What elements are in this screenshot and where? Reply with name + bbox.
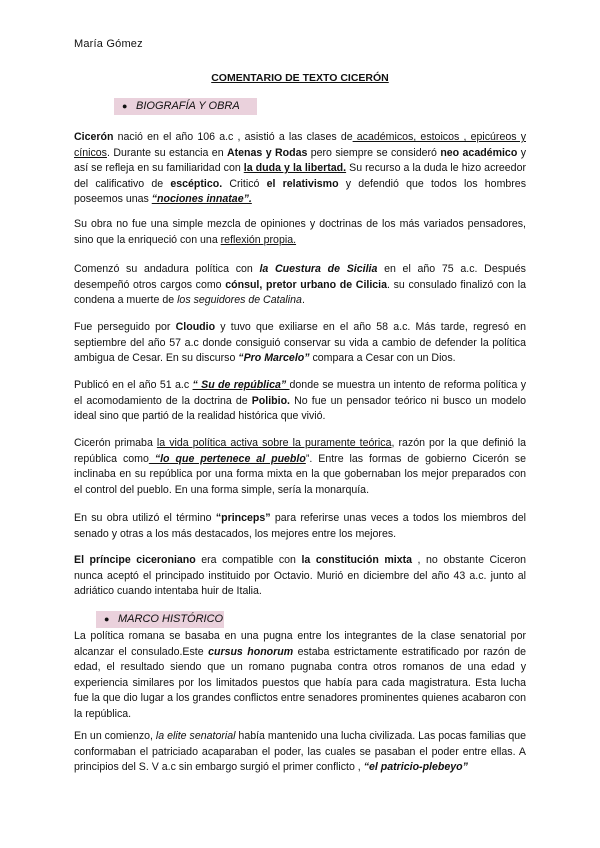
text-run: En su obra utilizó el término bbox=[74, 512, 216, 524]
text-run: Atenas y Rodas bbox=[226, 146, 308, 159]
paragraph-8 bbox=[74, 553, 526, 600]
text-run: En un comienzo, bbox=[74, 730, 156, 742]
paragraph-3 bbox=[74, 262, 526, 309]
bullet-icon: ● bbox=[122, 101, 128, 111]
text-run: la duda y la libertad. bbox=[243, 162, 347, 174]
text-run: en el año 75 a.c. Después desempeñó otros cargos como bbox=[74, 263, 526, 291]
text-run: escéptico. bbox=[170, 177, 223, 190]
text-run: la vida política activa sobre la puramente teórica bbox=[156, 437, 392, 449]
text-run: académicos, estoicos , epicúreos y cínicos bbox=[74, 131, 526, 159]
text-run: , no obstante Ciceron nunca aceptó el principado instituido por Octavio. Murió en diciembre del año 43 a.c. junto al adriático cuando intentaba huir de Italia. bbox=[74, 554, 526, 597]
paragraph-4 bbox=[74, 320, 526, 367]
text-run: Publicó en el año 51 a.c bbox=[74, 379, 193, 391]
text-run: . su consulado finalizó con la condena a muerte de bbox=[74, 278, 527, 306]
paragraph-1 bbox=[74, 130, 526, 208]
text-run: . Durante su estancia en bbox=[106, 146, 227, 159]
paragraph-10 bbox=[74, 729, 526, 776]
paragraph-9 bbox=[74, 629, 526, 722]
text-run: y tuvo que exiliarse en el año 58 a.c. Más tarde, regresó en septiembre del año 57 a.c donde consiguió conservar su vida a cambio de defender la política ambigua de Cesar. En su discurso bbox=[74, 321, 526, 364]
bullet-icon: ● bbox=[104, 614, 110, 624]
text-run: Fue perseguido por bbox=[74, 321, 176, 333]
text-run: donde se muestra un intento de reforma política y el acomodamiento de la doctrina de bbox=[74, 379, 526, 407]
section-heading-label: MARCO HISTÓRICO bbox=[118, 613, 224, 625]
section-heading-biography bbox=[114, 98, 257, 115]
text-run: “princeps” bbox=[215, 512, 271, 524]
text-run: . bbox=[301, 294, 305, 306]
text-run: y así se refleja en su familiaridad con bbox=[74, 146, 526, 174]
text-run: era compatible con bbox=[195, 554, 302, 566]
text-run: “nociones innatae”. bbox=[151, 193, 252, 205]
section-heading-label: BIOGRAFÍA Y OBRA bbox=[136, 100, 240, 112]
text-run: cursus honorum bbox=[208, 645, 294, 658]
text-run: cónsul, pretor urbano de Cilicia bbox=[225, 278, 388, 291]
text-run: Polibio. bbox=[251, 394, 290, 407]
text-run: la constitución mixta bbox=[301, 554, 413, 566]
text-run: la elite senatorial bbox=[155, 730, 236, 742]
text-run: Criticó bbox=[222, 177, 267, 190]
document-title-text: COMENTARIO DE TEXTO CICERÓN bbox=[211, 72, 389, 84]
paragraph-5 bbox=[74, 378, 526, 425]
text-run: Comenzó su andadura política con bbox=[74, 263, 260, 275]
paragraph-6 bbox=[74, 436, 526, 498]
text-run: Su recurso a la duda le hizo acreedor del calificativo de bbox=[74, 162, 526, 190]
text-run: Cicerón bbox=[74, 131, 114, 143]
text-run: , razón por la que definió la república como bbox=[74, 437, 526, 465]
text-run: “lo que pertenece al pueblo bbox=[148, 452, 306, 465]
text-run: No fue un pensador teórico ni busco un modelo ideal sino que partió de la realidad histórica que vivió. bbox=[74, 394, 526, 422]
text-run: Su obra no fue una simple mezcla de opiniones y doctrinas de los más variados pensadores, sino que la enriqueció con una bbox=[74, 218, 526, 246]
text-run: neo académico bbox=[440, 146, 518, 159]
text-run: ”. Entre las formas de gobierno Cicerón se inclinaba en su república por una forma mixta en la que gobernaban los mejor preparados con el control del pueblo. En una forma simple, sería la monarquía. bbox=[74, 452, 526, 496]
text-run: La política romana se basaba en una pugna entre los integrantes de la clase senatorial por alcanzar el consulado.Este bbox=[74, 630, 526, 658]
paragraph-7 bbox=[74, 511, 526, 542]
section-heading-historic bbox=[96, 611, 224, 628]
text-run: Cicerón primaba bbox=[74, 437, 157, 449]
text-run: “el patricio-plebeyo” bbox=[363, 761, 468, 773]
text-run: la Cuestura de Sicilia bbox=[259, 263, 378, 275]
text-run: compara a Cesar con un Dios. bbox=[309, 352, 456, 364]
text-run: reflexión propia. bbox=[220, 233, 297, 246]
text-run: “Pro Marcelo” bbox=[238, 352, 310, 364]
document-title bbox=[0, 72, 600, 84]
text-run: estaba estrictamente estratificado por razón de edad, el resultado siendo que un romano pugnaba contra otros romanos de una edad y experiencia similares por los limitados puestos que había para cada magistratura. Esta lucha fue la que dio lugar a los grandes conflictos entre senadores prominentes quienes acabaron con la república. bbox=[74, 645, 526, 720]
text-run: El príncipe ciceroniano bbox=[74, 554, 196, 566]
text-run: para referirse unas veces a todos los miembros del senado y otras a los más destacados, los mejores entre los mejores. bbox=[74, 512, 526, 540]
paragraph-2 bbox=[74, 217, 526, 248]
text-run: y defendió que todos los hombres poseemos unas bbox=[74, 177, 526, 205]
author-name: María Gómez bbox=[74, 38, 143, 50]
text-run: Cloudio bbox=[175, 321, 216, 333]
text-run: pero siempre se consideró bbox=[307, 146, 441, 159]
text-run: el relativismo bbox=[266, 177, 339, 190]
text-run: había mantenido una lucha civilizada. Las pocas familias que conformaban el patriciado acaparaban el poder, las cuales se pasaban el poder entre ellas. A principios del S. V a.c sin embargo surgió el primer conflicto , bbox=[74, 730, 526, 773]
text-run: nació en el año 106 a.c , asistió a las clases de bbox=[113, 131, 353, 143]
text-run: “ Su de república” bbox=[192, 379, 290, 391]
text-run: los seguidores de Catalina bbox=[177, 294, 302, 306]
